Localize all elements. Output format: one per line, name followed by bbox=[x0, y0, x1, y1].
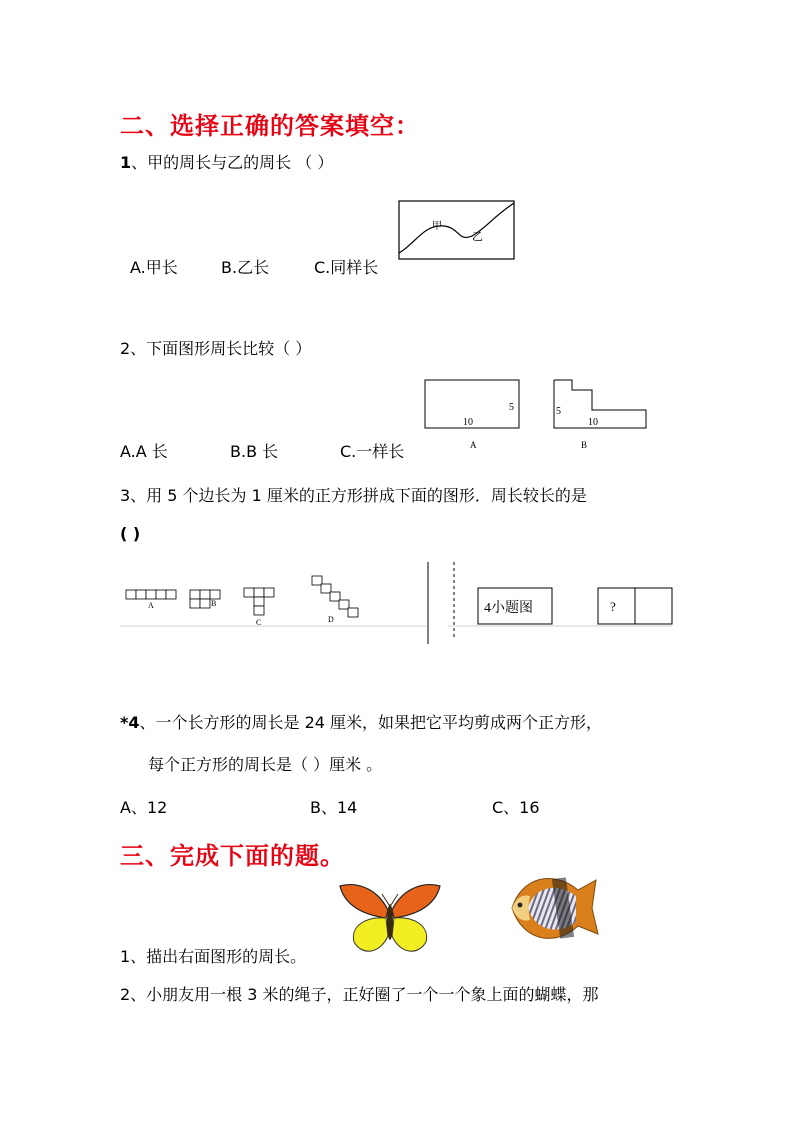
question-4-option-a: A、12 bbox=[120, 798, 168, 817]
question-4-line-2: 每个正方形的周长是（ ）厘米 。 bbox=[148, 755, 383, 774]
q3-label-c: C bbox=[256, 618, 262, 627]
q3-box-4-text: 4小题图 bbox=[484, 601, 533, 616]
fish-head bbox=[512, 896, 530, 921]
butterfly-left-lower-wing bbox=[353, 918, 388, 951]
q1-label-jia: 甲 bbox=[432, 221, 442, 232]
q3-question-mark: ? bbox=[610, 599, 616, 614]
section-3-question-1: 1、描出右面图形的周长。 bbox=[120, 947, 307, 966]
fish-eye bbox=[518, 903, 523, 908]
question-1-option-c: C.同样长 bbox=[314, 258, 379, 277]
butterfly-body bbox=[387, 904, 393, 940]
butterfly-right-upper-wing bbox=[392, 885, 440, 918]
fig-b-shape bbox=[554, 380, 646, 428]
fish-image bbox=[492, 868, 602, 950]
q1-label-yi: 乙 bbox=[472, 231, 483, 243]
question-3-paren: ( ) bbox=[120, 524, 141, 543]
fig-b-width: 5 bbox=[556, 406, 561, 417]
butterfly-left-upper-wing bbox=[340, 885, 388, 918]
question-3-figure-strip bbox=[118, 560, 678, 646]
fig-b-name: B bbox=[581, 440, 588, 450]
question-2-option-b: B.B 长 bbox=[230, 442, 279, 461]
fig-a-name: A bbox=[470, 440, 477, 450]
fig-a-length: 10 bbox=[463, 417, 473, 428]
question-4-line-1 bbox=[120, 710, 602, 733]
question-2-figure-a bbox=[420, 376, 524, 456]
question-4-star: *4 bbox=[120, 713, 140, 732]
butterfly-right-lower-wing bbox=[392, 918, 427, 951]
q1-rectangle bbox=[399, 201, 514, 259]
question-4-option-b: B、14 bbox=[310, 798, 358, 817]
q3-label-a: A bbox=[148, 601, 154, 610]
question-1-option-a: A.甲长 bbox=[130, 258, 178, 277]
question-4-line-1-text: 、一个长方形的周长是 24 厘米，如果把它平均剪成两个正方形， bbox=[139, 713, 603, 732]
question-1-option-b: B.乙长 bbox=[221, 258, 270, 277]
question-4-option-c: C、16 bbox=[492, 798, 540, 817]
question-1-figure bbox=[396, 198, 518, 262]
section-3-question-2: 2、小朋友用一根 3 米的绳子，正好圈了一个一个象上面的蝴蝶，那 bbox=[120, 985, 599, 1004]
fig-b-length: 10 bbox=[588, 417, 598, 428]
question-2-option-c: C.一样长 bbox=[340, 442, 405, 461]
fig-a-width: 5 bbox=[509, 402, 514, 413]
section-2-heading: 二、选择正确的答案填空： bbox=[120, 112, 420, 140]
q3-figure-c bbox=[244, 588, 274, 615]
question-1-number: 1 bbox=[120, 153, 132, 172]
question-1-text: 、甲的周长与乙的周长 （ ） bbox=[131, 153, 334, 172]
q3-label-b: B bbox=[211, 599, 217, 608]
question-1 bbox=[120, 150, 333, 173]
q3-figure-d bbox=[312, 576, 358, 617]
question-2-text: 2、下面图形周长比较（ ） bbox=[120, 339, 312, 358]
butterfly-image bbox=[336, 880, 444, 958]
q3-label-d: D bbox=[328, 615, 334, 624]
q3-figure-a bbox=[126, 590, 176, 599]
question-3-text: 3、用 5 个边长为 1 厘米的正方形拼成下面的图形．周长较长的是 bbox=[120, 486, 587, 505]
section-3-heading: 三、完成下面的题。 bbox=[120, 842, 345, 870]
question-2-figure-b bbox=[548, 376, 652, 456]
question-2-option-a: A.A 长 bbox=[120, 442, 168, 461]
